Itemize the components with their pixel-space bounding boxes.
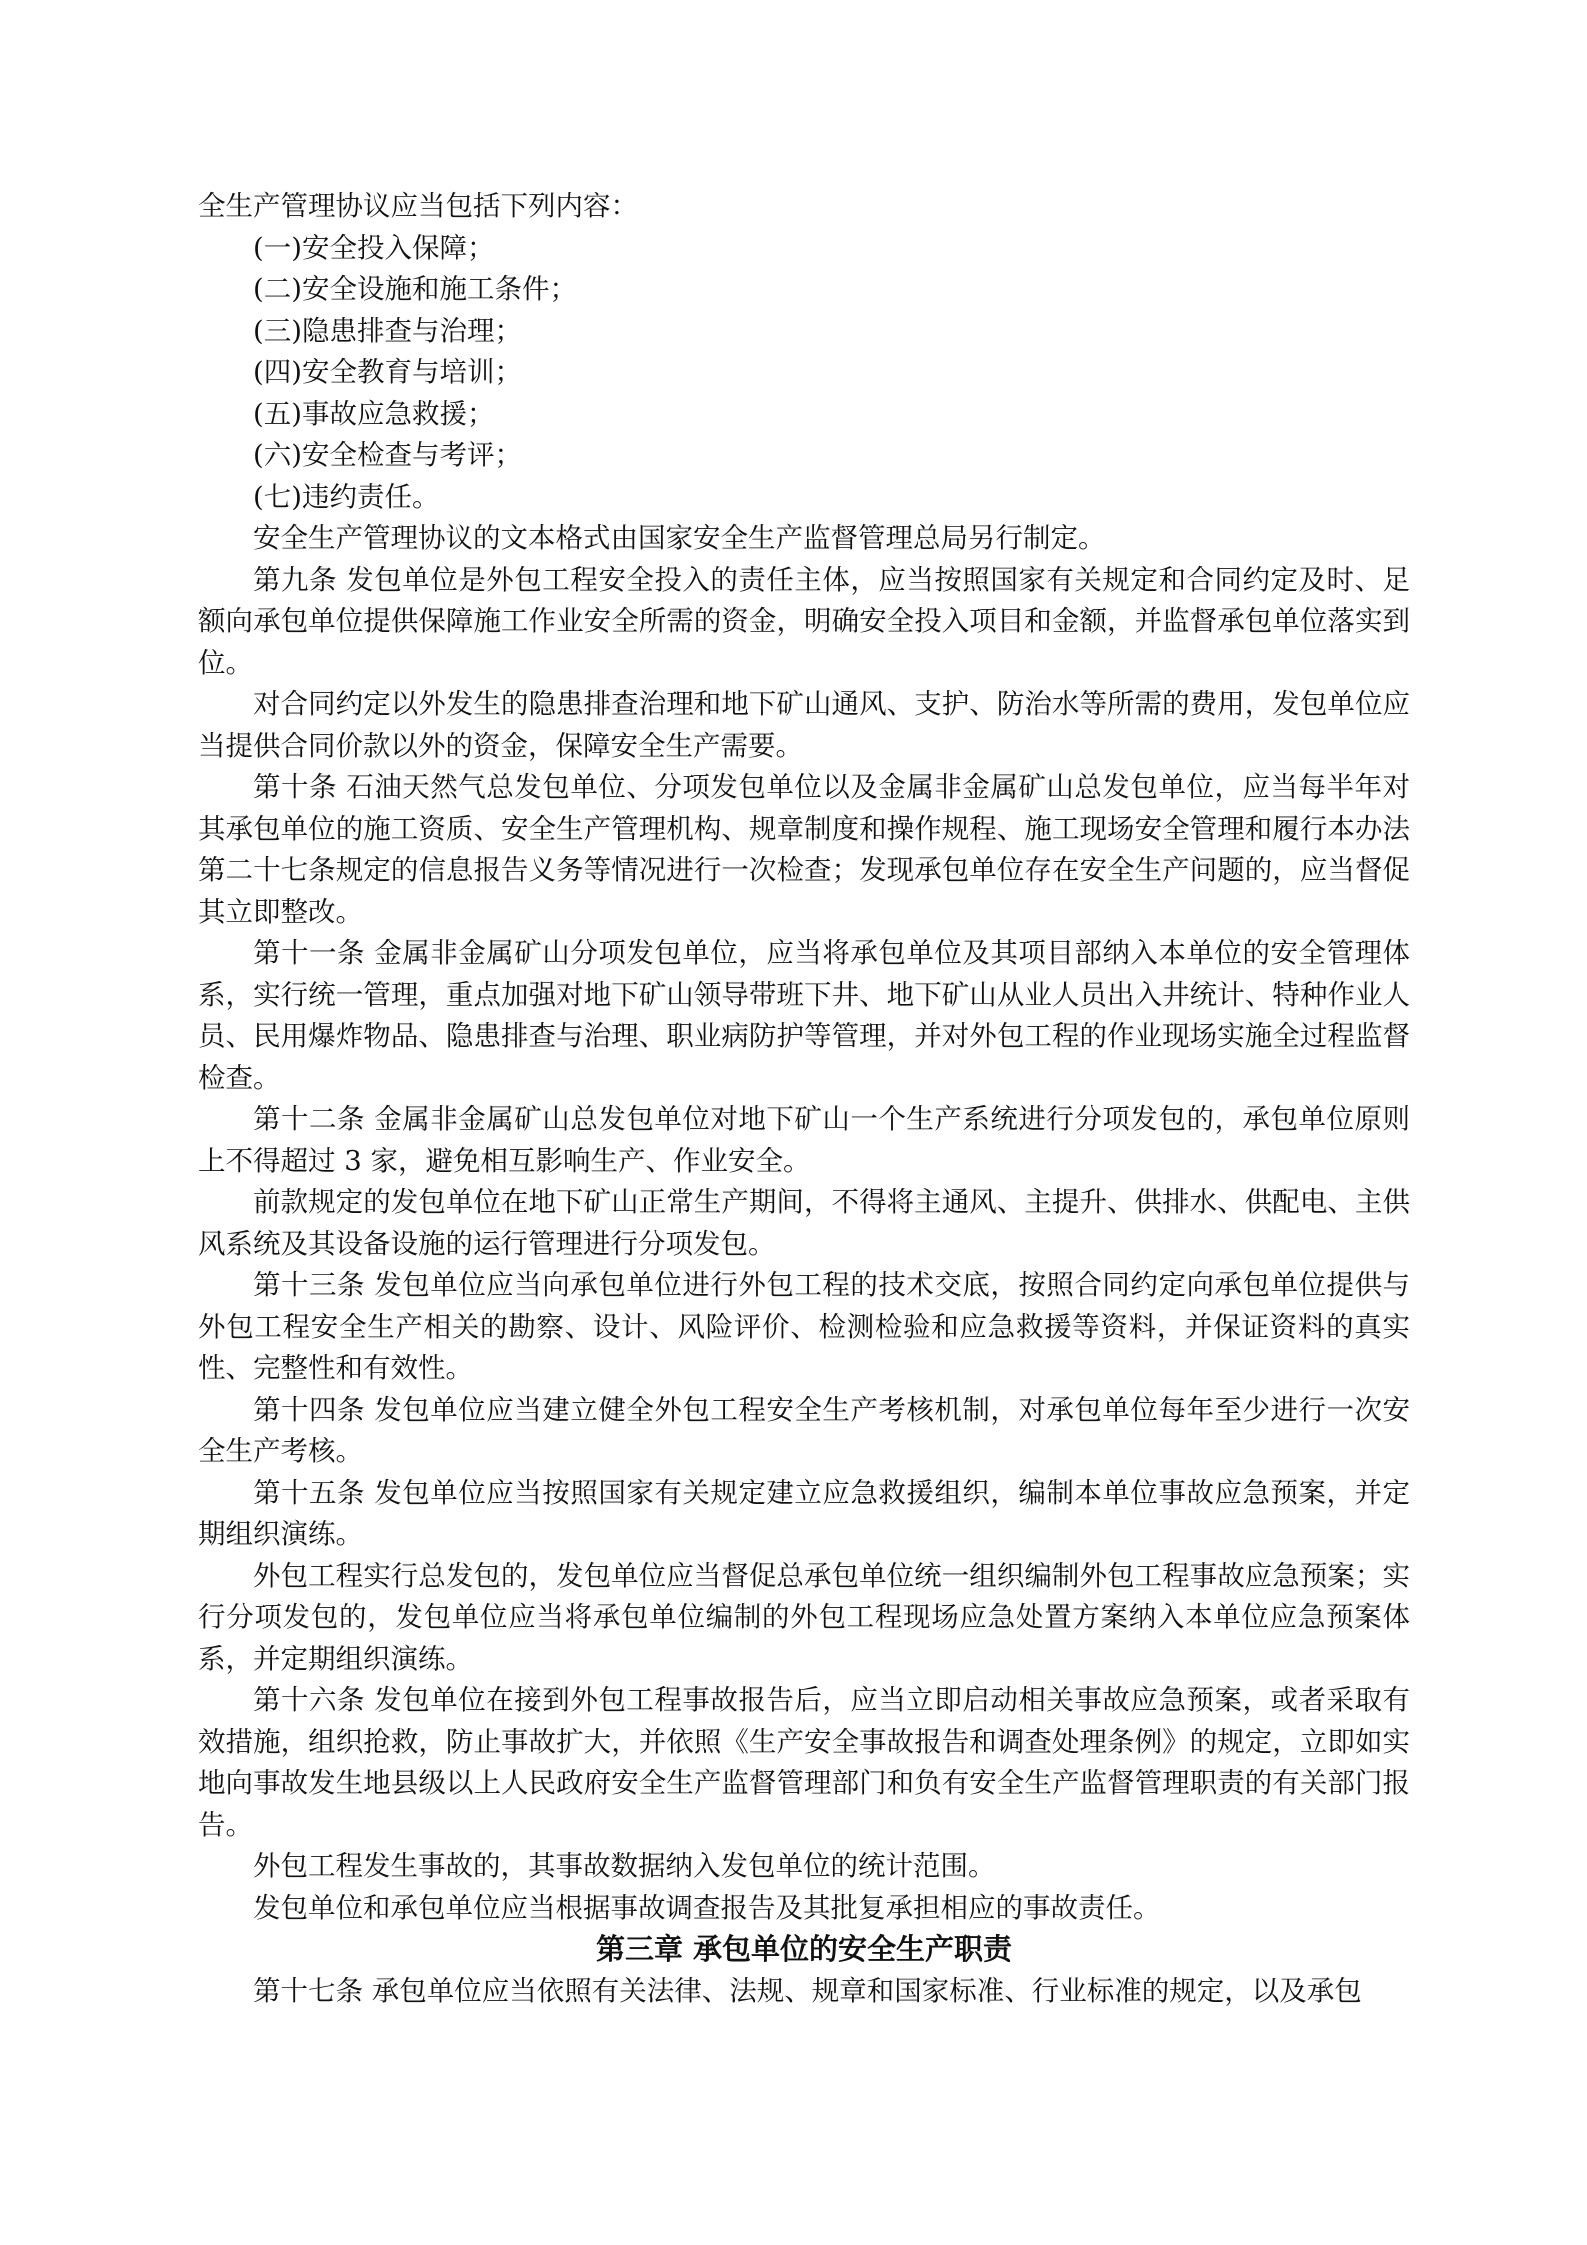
paragraph: 第九条 发包单位是外包工程安全投入的责任主体，应当按照国家有关规定和合同约定及时、足额向承包单位提供保障施工作业安全所需的资金，明确安全投入项目和金额，并监督承包单位落实到位。: [198, 563, 1410, 679]
paragraph: 全生产管理协议应当包括下列内容：: [198, 190, 638, 222]
paragraph: 第十三条 发包单位应当向承包单位进行外包工程的技术交底，按照合同约定向承包单位提供与外包工程安全生产相关的勘察、设计、风险评价、检测检验和应急救援等资料，并保证资料的真实性、完整性和有效性。: [198, 1269, 1410, 1384]
paragraph: 第十五条 发包单位应当按照国家有关规定建立应急救援组织，编制本单位事故应急预案，并定期组织演练。: [198, 1476, 1410, 1550]
paragraph: (三)隐患排查与治理；: [253, 314, 522, 347]
paragraph: 第十二条 金属非金属矿山总发包单位对地下矿山一个生产系统进行分项发包的，承包单位原则上不得超过 3 家，避免相互影响生产、作业安全。: [198, 1103, 1410, 1177]
document-page: [198, 186, 1410, 2012]
paragraph: 安全生产管理协议的文本格式由国家安全生产监督管理总局另行制定。: [253, 522, 1106, 554]
paragraph: 第十六条 发包单位在接到外包工程事故报告后，应当立即启动相关事故应急预案，或者采取有效措施，组织抢救，防止事故扩大，并依照《生产安全事故报告和调查处理条例》的规定，立即如实地向事故发生地县级以上人民政府安全生产监督管理部门和负有安全生产监督管理职责的有关部门报告。: [198, 1684, 1410, 1841]
chapter-heading: 第三章 承包单位的安全生产职责: [595, 1932, 1013, 1966]
paragraph: (二)安全设施和施工条件；: [253, 273, 577, 305]
paragraph: 第十条 石油天然气总发包单位、分项发包单位以及金属非金属矿山总发包单位，应当每半年对其承包单位的施工资质、安全生产管理机构、规章制度和操作规程、施工现场安全管理和履行本办法第二十七条规定的信息报告义务等情况进行一次检查；发现承包单位存在安全生产问题的，应当督促其立即整改。: [198, 771, 1410, 928]
paragraph: 发包单位和承包单位应当根据事故调查报告及其批复承担相应的事故责任。: [253, 1891, 1161, 1924]
paragraph-article-17: 第十七条 承包单位应当依照有关法律、法规、规章和国家标准、行业标准的规定，以及承包: [253, 1974, 1362, 2007]
paragraph: (一)安全投入保障；: [253, 231, 495, 264]
paragraph: 第十一条 金属非金属矿山分项发包单位，应当将承包单位及其项目部纳入本单位的安全管理体系，实行统一管理，重点加强对地下矿山领导带班下井、地下矿山从业人员出入井统计、特种作业人员、民用爆炸物品、隐患排查与治理、职业病防护等管理，并对外包工程的作业现场实施全过程监督检查。: [198, 937, 1410, 1094]
paragraph: (六)安全检查与考评；: [253, 439, 522, 471]
paragraph: 外包工程发生事故的，其事故数据纳入发包单位的统计范围。: [253, 1850, 996, 1882]
paragraph: (七)违约责任。: [253, 480, 440, 513]
paragraph: (五)事故应急救援；: [253, 397, 495, 430]
body-text: [198, 186, 1410, 1929]
paragraph: (四)安全教育与培训；: [253, 356, 522, 388]
paragraph: 外包工程实行总发包的，发包单位应当督促总承包单位统一组织编制外包工程事故应急预案；实行分项发包的，发包单位应当将承包单位编制的外包工程现场应急处置方案纳入本单位应急预案体系，并定期组织演练。: [198, 1559, 1410, 1675]
paragraph: 前款规定的发包单位在地下矿山正常生产期间，不得将主通风、主提升、供排水、供配电、主供风系统及其设备设施的运行管理进行分项发包。: [198, 1186, 1410, 1260]
paragraph: 第十四条 发包单位应当建立健全外包工程安全生产考核机制，对承包单位每年至少进行一次安全生产考核。: [198, 1393, 1410, 1467]
paragraph: 对合同约定以外发生的隐患排查治理和地下矿山通风、支护、防治水等所需的费用，发包单位应当提供合同价款以外的资金，保障安全生产需要。: [198, 688, 1410, 762]
